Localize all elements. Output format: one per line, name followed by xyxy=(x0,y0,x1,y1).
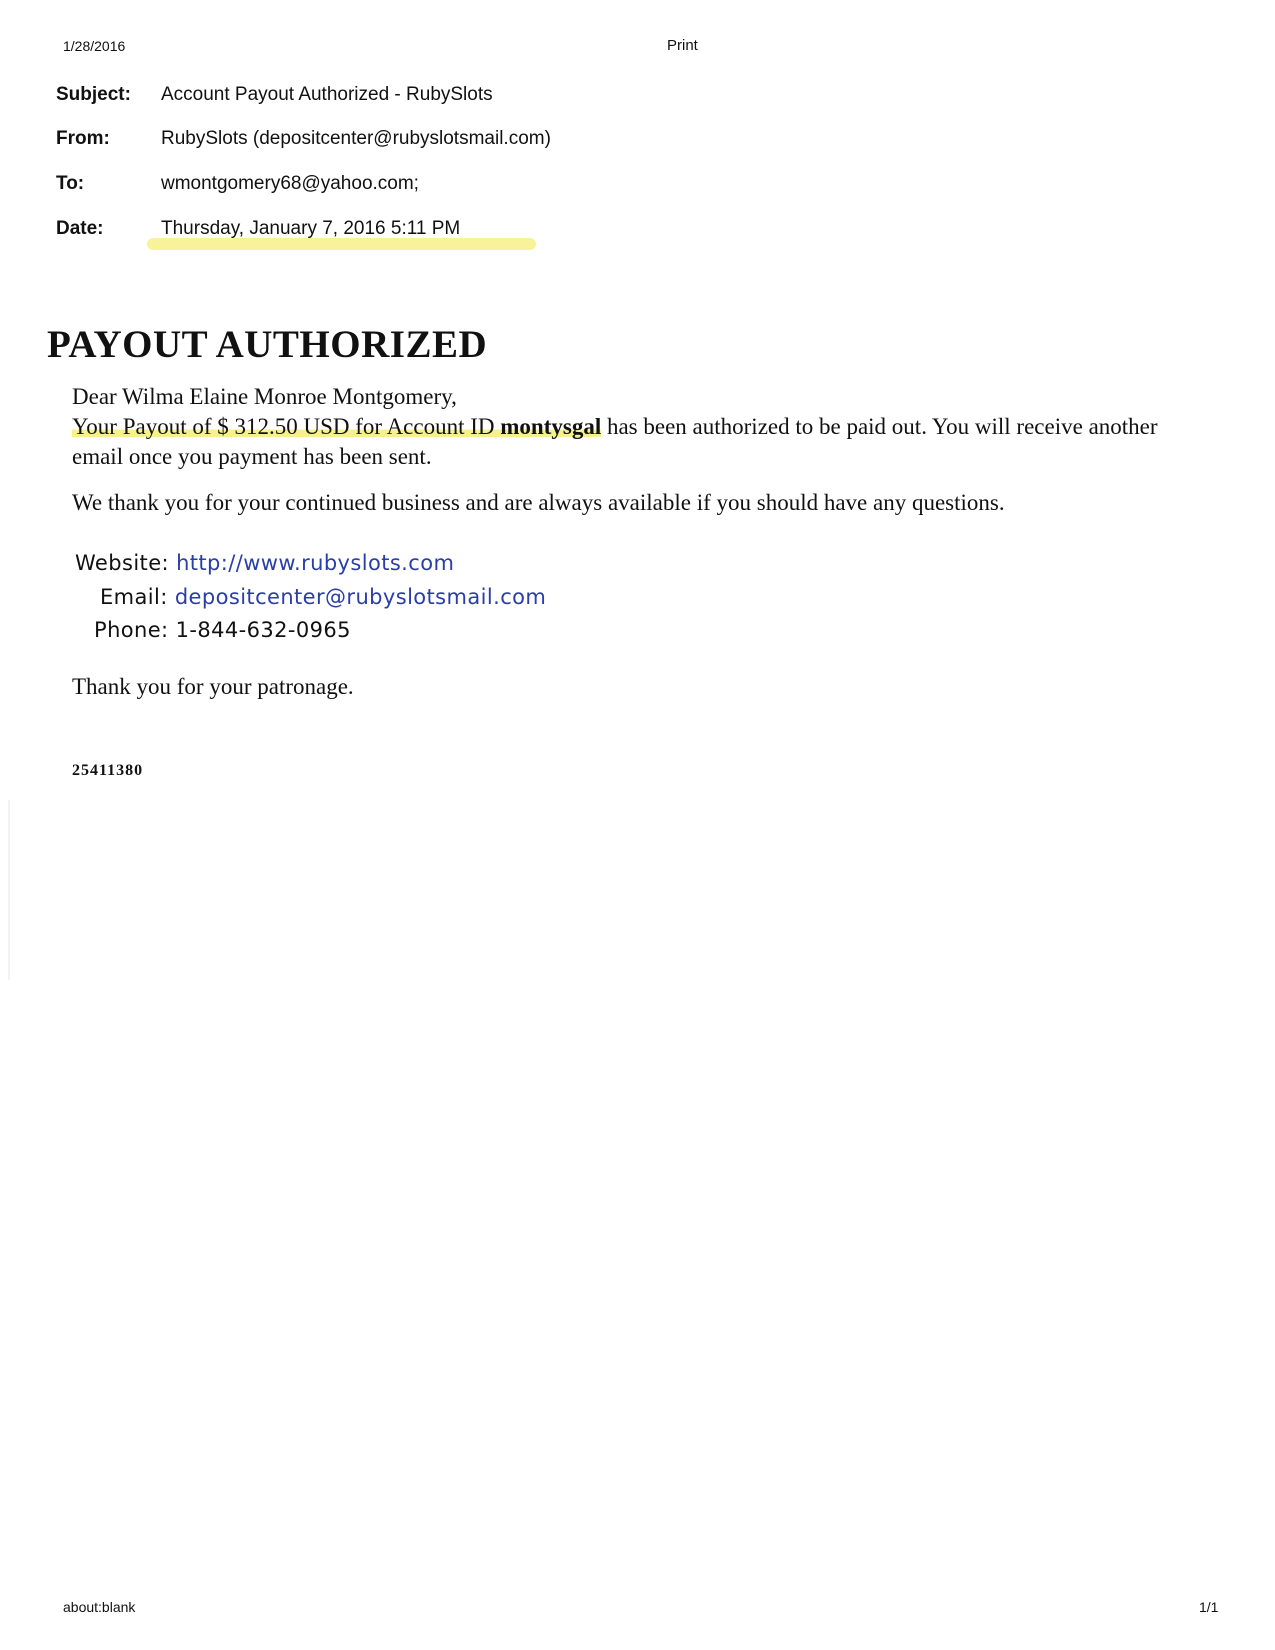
closing: Thank you for your patronage. xyxy=(72,674,354,699)
date-label: Date: xyxy=(56,218,104,239)
email-link[interactable]: depositcenter@rubyslotsmail.com xyxy=(174,585,547,609)
to-value: wmontgomery68@yahoo.com; xyxy=(161,173,419,194)
payout-suffix: has been authorized to be paid out. You will receive another email once you payment has been sent. xyxy=(72,414,1158,469)
payout-highlighted xyxy=(72,414,601,439)
to-label: To: xyxy=(56,173,85,194)
greeting: Dear Wilma Elaine Monroe Montgomery, xyxy=(72,384,457,409)
from-label: From: xyxy=(56,128,110,149)
subject-label: Subject: xyxy=(56,84,131,105)
subject-value: Account Payout Authorized - RubySlots xyxy=(161,84,493,105)
from-row xyxy=(56,128,551,150)
website-row xyxy=(75,551,454,575)
print-title: Print xyxy=(667,37,698,54)
email-body xyxy=(72,382,1212,472)
reference-number: 25411380 xyxy=(72,762,144,779)
date-value: Thursday, January 7, 2016 5:11 PM xyxy=(155,218,466,240)
scan-edge-divider xyxy=(8,800,10,980)
footer-page-number: 1/1 xyxy=(1199,1599,1219,1615)
email-label: Email: xyxy=(100,585,168,609)
account-id: montysgal xyxy=(500,414,602,439)
phone-row xyxy=(94,618,351,642)
payout-paragraph xyxy=(72,412,1212,472)
thanks-business: We thank you for your continued business and are always available if you should have any questions. xyxy=(72,490,1005,515)
from-value: RubySlots (depositcenter@rubyslotsmail.com) xyxy=(161,128,551,149)
print-date: 1/28/2016 xyxy=(63,38,126,54)
date-row xyxy=(56,218,466,240)
footer-url: about:blank xyxy=(63,1599,136,1615)
payout-prefix: Your Payout of $ 312.50 USD for Account ID xyxy=(72,414,501,439)
to-row xyxy=(56,173,419,195)
subject-row xyxy=(56,84,493,106)
page-title: PAYOUT AUTHORIZED xyxy=(47,323,488,366)
phone-label: Phone: xyxy=(94,618,169,642)
phone-value: 1-844-632-0965 xyxy=(175,618,351,642)
email-row xyxy=(100,585,546,609)
website-link[interactable]: http://www.rubyslots.com xyxy=(176,551,455,575)
website-label: Website: xyxy=(75,551,169,575)
